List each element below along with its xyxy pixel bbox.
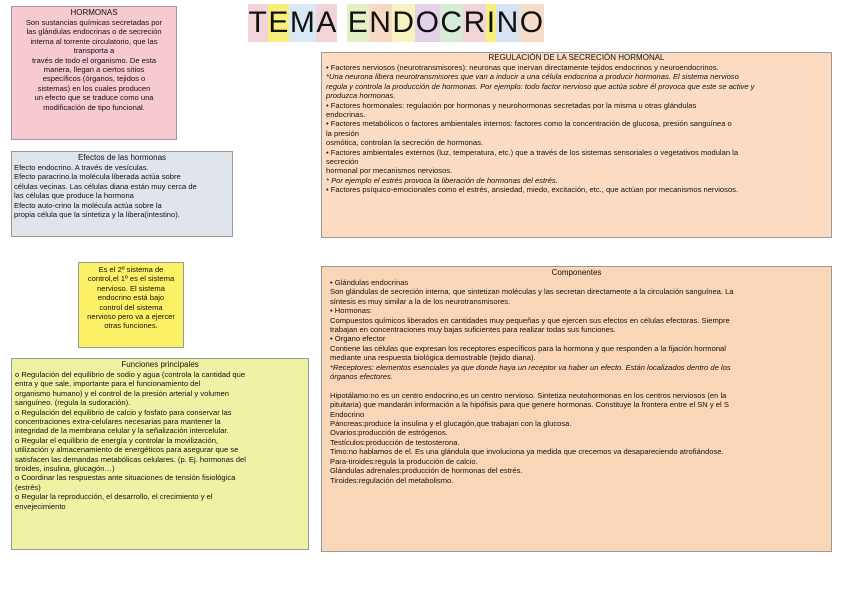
text-line: Tiroides:regulación del metabolismo.	[330, 475, 454, 485]
efectos-heading: Efectos de las hormonas	[77, 153, 167, 162]
text-line: nervioso pero va a ejercer	[87, 312, 175, 322]
text-line: modificación de tipo funcional.	[43, 102, 145, 112]
text-line: utilización y almacenamiento de energéticos para asegurar que se	[15, 445, 239, 455]
text-line: regula y controla la producción de hormonas. Por ejemplo: todo factor nervioso que actúa sobre él provoca que este se active y	[326, 81, 755, 91]
title-letter: D	[392, 4, 415, 42]
componentes-body	[330, 278, 823, 485]
efectos-body	[14, 163, 230, 219]
text-line: la presión	[326, 128, 359, 138]
text-line: tiroides, insulina, glucagón…)	[15, 464, 115, 474]
text-line: Son sustancias químicas secretadas por	[25, 18, 163, 27]
text-line: síntesis es muy similar a la de los neurotransmisores.	[330, 296, 511, 306]
sistema-body	[81, 265, 181, 331]
text-line: * Por ejemplo el estrés provoca la liberación de hormonas del estrés.	[326, 175, 558, 185]
text-line: Es el 2º sistema de	[98, 265, 164, 274]
text-line: otras funciones.	[104, 321, 158, 331]
text-line: • Hormonas:	[330, 306, 372, 316]
regulacion-box	[321, 52, 832, 238]
text-line: o Regular el equilibrio de energía y controlar la movilización,	[15, 435, 219, 445]
text-line: envejecimiento	[15, 501, 66, 511]
text-line: través de todo el organismo. De esta	[31, 55, 157, 65]
text-line: específicos (órganos, tejidos o	[42, 74, 146, 84]
text-line: • Factores psíquico-emocionales como el estrés, ansiedad, miedo, excitación, etc., que actúan por mecanismos nerviosos.	[326, 185, 739, 195]
title-letter: A	[316, 4, 338, 42]
text-line: o Regulación del equilibrio de sodio y agua (controla la cantidad que	[15, 370, 246, 379]
text-line: • Factores metabólicos o factores ambientales internos: factores como la concentración de glucosa, presión sanguínea o	[326, 119, 732, 129]
text-line: Efecto paracrino.la molécula liberada actúa sobre	[14, 172, 181, 182]
text-line: Efecto endocrino. A través de vesículas.	[14, 163, 149, 172]
text-line: las células que produce la hormona	[14, 191, 134, 201]
text-line: o Regulación del equilibrio de calcio y fosfato para conservar las	[15, 407, 232, 417]
text-line: Para-tiroides:regula la producción de calcio.	[330, 456, 478, 466]
text-line: Efecto auto-crino la molécula actúa sobre la	[14, 200, 162, 210]
text-line: Endocrino	[330, 409, 365, 419]
page-title	[248, 4, 544, 42]
text-line: endocrino está bajo	[97, 293, 165, 303]
text-line: sistemas) en los cuales producen	[37, 83, 151, 93]
title-letter: M	[289, 4, 316, 42]
text-line: *Receptores: elementos esenciales ya que donde haya un receptor va haber un efecto. Están localizados dentro de los	[330, 362, 731, 372]
text-line: hormonal por mecanismos nerviosos.	[326, 166, 453, 176]
text-line: manera, llegan a ciertos sitios	[43, 65, 145, 75]
text-line: Timo:no hablamos de el. Es una glándula que involuciona ya medida que crecemos va desapareciendo atrofiándose.	[330, 447, 724, 457]
funciones-box	[11, 358, 309, 550]
text-line: Contiene las células que expresan los receptores específicos para la hormona y que responden a la fijación hormonal	[330, 343, 726, 353]
text-line: células vecinas. Las células diana están muy cerca de	[14, 181, 197, 191]
text-line: Hipotálamo:no es un centro endocrino,es un centro nervioso. Sintetiza neutohormonas en los centros nerviosos (en la	[330, 390, 727, 400]
text-line: • Factores nerviosos (neurotransmisores): neuronas que inervan directamente tejidos endocrinos y neuroendocrinos.	[326, 63, 719, 72]
text-line: secreción	[326, 157, 359, 167]
text-line: Son glándulas de secreción interna, que sintetizan moléculas y las secretan directamente a la circulación sanguínea. La	[330, 287, 734, 297]
title-letter: O	[519, 4, 544, 42]
text-line: • Glándulas endocrinas	[330, 278, 409, 287]
title-letter: N	[496, 4, 519, 42]
componentes-heading: Componentes	[551, 268, 602, 277]
text-line: • Factores hormonales: regulación por hormonas y neurohormonas secretadas por la misma u otras glándulas	[326, 100, 697, 110]
text-line: o Regular la reproducción, el desarrollo, el crecimiento y el	[15, 492, 213, 502]
hormonas-body	[14, 18, 174, 112]
efectos-box	[11, 151, 233, 237]
text-line: sanguíneo. (regula la sudoración).	[15, 398, 131, 408]
hormonas-box	[11, 6, 177, 140]
text-line: control,el 1º es el sistema	[87, 274, 175, 284]
text-line: nervioso. El sistema	[97, 283, 165, 293]
text-line: Páncreas:produce la insulina y el glucagón,que trabajan con la glucosa.	[330, 419, 572, 429]
text-line: o Coordinar las respuestas ante situaciones de tensión fisiológica	[15, 473, 236, 483]
title-letter: C	[440, 4, 463, 42]
regulacion-body	[326, 63, 827, 195]
text-line: osmótica, controlan la secreción de hormonas.	[326, 138, 484, 148]
hormonas-heading: HORMONAS	[70, 8, 118, 17]
text-line: órganos efectores.	[330, 372, 393, 382]
text-line: endocrinas.	[326, 110, 366, 120]
text-line: Glándulas adrenales:producción de hormonas del estrés.	[330, 466, 523, 476]
text-line: las glándulas endocrinas o de secreción	[26, 27, 162, 37]
title-letter: N	[369, 4, 392, 42]
text-line: Compuestos químicos liberados en cantidades muy pequeñas y que ejercen sus efectos en células efectoras. Siempre	[330, 315, 730, 325]
regulacion-heading: REGULACIÓN DE LA SECRECIÓN HORMONAL	[488, 53, 665, 62]
text-line: mediante una respuesta biológica demostrable (tejido diana).	[330, 353, 536, 363]
sistema-box	[78, 262, 184, 348]
text-line: • Factores ambientales externos (luz, temperatura, etc.) que a través de los sistemas sensoriales o vegetativos modulan la	[326, 147, 739, 157]
text-line: Ovarios:producción de estrógenos.	[330, 428, 448, 438]
text-line: organismo humano) y el control de la presión arterial y volumen	[15, 388, 229, 398]
title-letter: T	[248, 4, 268, 42]
text-line: un efecto que se traduce como una	[34, 93, 154, 103]
text-line: Testículos:producción de testosterona.	[330, 437, 460, 447]
componentes-box	[321, 266, 832, 552]
text-line: concentraciones extra-celulares necesarias para mantener la	[15, 417, 221, 427]
text-line: integridad de la membrana celular y la señalización intercelular.	[15, 426, 229, 436]
title-letter: E	[268, 4, 290, 42]
text-line: interna al torrente circulatorio, que las	[30, 36, 158, 46]
text-line: produzca hormonas.	[326, 91, 396, 101]
title-letter: O	[415, 4, 440, 42]
text-line: control del sistema	[99, 302, 163, 312]
title-letter: E	[347, 4, 369, 42]
text-line: *Una neurona libera neurotransmisores que van a inducir a una célula endocrina a producir hormonas. El sistema nervioso	[326, 72, 739, 82]
title-letter	[337, 4, 347, 42]
text-line: • Órgano efector	[330, 334, 386, 344]
funciones-body	[15, 370, 305, 511]
funciones-heading: Funciones principales	[121, 360, 199, 369]
text-line: (estrés)	[15, 482, 41, 492]
title-letter: R	[463, 4, 486, 42]
text-line: transporta a	[73, 46, 115, 56]
text-line: trabajan en concentraciones muy bajas suficientes para realizar todas sus funciones.	[330, 325, 616, 335]
text-line: satisfacen las demandas metabólicas celulares. (p. Ej. hormonas del	[15, 454, 246, 464]
title-letter: I	[486, 4, 496, 42]
text-line: pituitaria) que mandarán información a la hipófisis para que genere hormonas. Constituye la frontera entre el SN y el S	[330, 400, 729, 410]
text-line: propia célula que la sintetiza y la libera(intestino).	[14, 210, 180, 220]
text-line: entra y que sale, importante para el funcionamiento del	[15, 379, 201, 389]
